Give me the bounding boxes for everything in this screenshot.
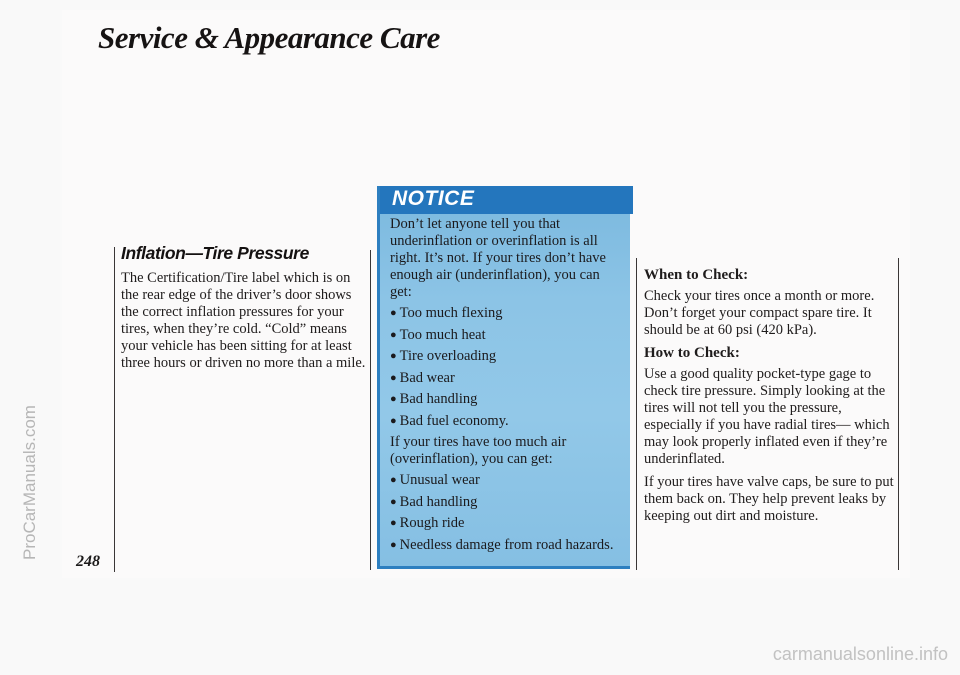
notice-box [377, 186, 630, 569]
notice-intro: Don’t let anyone tell you that underinflation or overinflation is all right. It’s not. If your tires don’t have enough air (underinflation), you can get: [390, 216, 606, 300]
overinflation-intro: If your tires have too much air (overinflation), you can get: [390, 434, 567, 467]
list-item: ● Bad wear [390, 369, 455, 386]
bullet-icon: ● [390, 538, 397, 551]
notice-title: NOTICE [392, 187, 475, 210]
inflation-heading: Inflation—Tire Pressure [121, 243, 309, 263]
list-item: ● Rough ride [390, 515, 465, 531]
when-to-check-body: Check your tires once a month or more. Don’t forget your compact spare tire. It should be at 60 psi (420 kPa). [644, 288, 875, 338]
bullet-icon: ● [390, 414, 397, 427]
list-item: ● Bad fuel economy. [390, 412, 509, 429]
notice-body [390, 216, 618, 558]
list-item: ● Too much flexing [390, 305, 503, 321]
how-to-check-body: Use a good quality pocket-type gage to check tire pressure. Simply looking at the tires will not tell you the pressure, especially if you have radial tires— which may look properly inflated even if they’re underinflated. [644, 366, 890, 467]
bullet-icon: ● [390, 517, 397, 529]
list-item: ● Tire overloading [390, 348, 497, 364]
notice-header [380, 186, 633, 214]
bullet-icon: ● [390, 393, 397, 405]
footer-watermark: carmanualsonline.info [772, 644, 948, 664]
list-item: ● Bad handling [390, 493, 478, 510]
check-section [644, 267, 898, 531]
column-rule-3 [898, 258, 899, 570]
inflation-body: The Certification/Tire label which is on the rear edge of the driver’s door shows the correct inflation pressures for your tires, when they’re cold. “Cold” means your vehicle has been sitting for at least three hours or driven no more than a mile. [121, 270, 366, 371]
section-title: Service & Appearance Care [98, 20, 440, 55]
valve-caps-body: If your tires have valve caps, be sure to put them back on. They help prevent leaks by keeping out dirt and moisture. [644, 474, 894, 524]
bullet-icon: ● [390, 474, 397, 486]
bullet-icon: ● [390, 495, 397, 508]
list-item: ● Needless damage from road hazards. [390, 536, 614, 553]
how-to-check-heading: How to Check: [644, 345, 740, 361]
bullet-icon: ● [390, 371, 397, 384]
column-rule-1 [370, 250, 371, 570]
side-watermark: ProCarManuals.com [20, 405, 39, 560]
column-rule-2 [636, 258, 637, 570]
inflation-section [121, 245, 369, 378]
bullet-icon: ● [390, 350, 397, 362]
page-number: 248 [76, 553, 100, 570]
bullet-icon: ● [390, 307, 397, 319]
bullet-icon: ● [390, 328, 397, 341]
list-item: ● Too much heat [390, 326, 486, 343]
left-margin-rule [114, 247, 115, 572]
when-to-check-heading: When to Check: [644, 267, 749, 283]
list-item: ● Bad handling [390, 391, 478, 407]
underinflation-list [390, 305, 618, 431]
list-item: ● Unusual wear [390, 472, 480, 488]
overinflation-list [390, 472, 618, 555]
